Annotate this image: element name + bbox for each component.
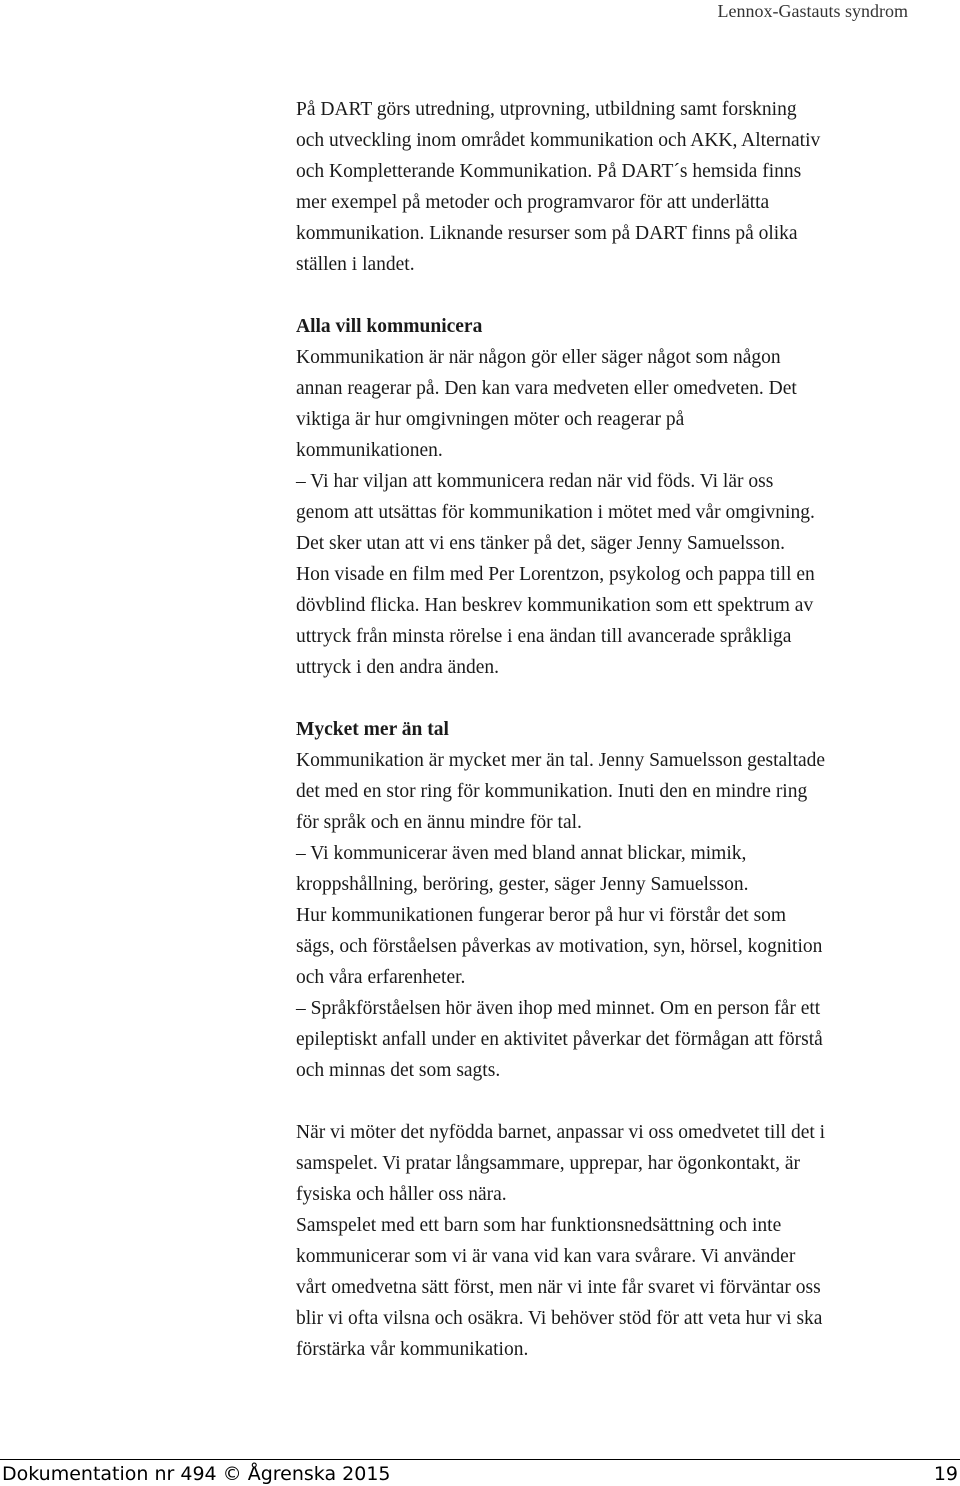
- text-line: – Vi kommunicerar även med bland annat blickar, mimik,: [296, 843, 747, 864]
- text-line: kroppshållning, beröring, gester, säger Jenny Samuelsson.: [296, 874, 749, 895]
- text-line: kommunicerar som vi är vana vid kan vara svårare. Vi använder: [296, 1246, 796, 1267]
- running-header: Lennox-Gastauts syndrom: [717, 1, 908, 21]
- text-line: Hur kommunikationen fungerar beror på hur vi förstår det som: [296, 905, 787, 926]
- text-line: När vi möter det nyfödda barnet, anpassar vi oss omedvetet till det i: [296, 1122, 826, 1143]
- text-line: genom att utsättas för kommunikation i mötet med vår omgivning.: [296, 502, 815, 523]
- text-line: och Kompletterande Kommunikation. På DART´s hemsida finns: [296, 161, 802, 182]
- text-line: På DART görs utredning, utprovning, utbildning samt forskning: [296, 99, 797, 120]
- text-line: det med en stor ring för kommunikation. Inuti den en mindre ring: [296, 781, 808, 802]
- text-line: mer exempel på metoder och programvaror för att underlätta: [296, 192, 770, 213]
- section-heading: Mycket mer än tal: [296, 719, 449, 740]
- text-line: vårt omedvetna sätt först, men när vi inte får svaret vi förväntar oss: [296, 1277, 821, 1298]
- text-line: dövblind flicka. Han beskrev kommunikation som ett spektrum av: [296, 595, 814, 616]
- footer-publication: Dokumentation nr 494 © Ågrenska 2015: [2, 1463, 391, 1485]
- text-line: och minnas det som sagts.: [296, 1060, 501, 1081]
- text-line: uttryck från minsta rörelse i ena ändan till avancerade språkliga: [296, 626, 792, 647]
- intro-paragraph: [296, 94, 936, 280]
- text-line: Det sker utan att vi ens tänker på det, säger Jenny Samuelsson.: [296, 533, 785, 554]
- text-line: sägs, och förståelsen påverkas av motivation, syn, hörsel, kognition: [296, 936, 823, 957]
- text-line: uttryck i den andra änden.: [296, 657, 500, 678]
- text-line: viktiga är hur omgivningen möter och reagerar på: [296, 409, 685, 430]
- text-line: – Språkförståelsen hör även ihop med minnet. Om en person får ett: [296, 998, 821, 1019]
- text-line: fysiska och håller oss nära.: [296, 1184, 507, 1205]
- text-line: Kommunikation är när någon gör eller säger något som någon: [296, 347, 781, 368]
- text-line: blir vi ofta vilsna och osäkra. Vi behöver stöd för att veta hur vi ska: [296, 1308, 823, 1329]
- text-line: – Vi har viljan att kommunicera redan när vid föds. Vi lär oss: [296, 471, 774, 492]
- text-line: kommunikation. Liknande resurser som på DART finns på olika: [296, 223, 798, 244]
- text-line: Kommunikation är mycket mer än tal. Jenny Samuelsson gestaltade: [296, 750, 826, 771]
- text-line: och våra erfarenheter.: [296, 967, 466, 988]
- text-line: och utveckling inom området kommunikation och AKK, Alternativ: [296, 130, 821, 151]
- text-line: annan reagerar på. Den kan vara medveten eller omedveten. Det: [296, 378, 797, 399]
- text-line: kommunikationen.: [296, 440, 443, 461]
- section-mycket-mer: [296, 714, 936, 1086]
- section-heading: Alla vill kommunicera: [296, 316, 483, 337]
- page-number: 19: [933, 1463, 958, 1485]
- section-nyfodda: [296, 1117, 936, 1365]
- text-line: Samspelet med ett barn som har funktionsnedsättning och inte: [296, 1215, 782, 1236]
- text-line: samspelet. Vi pratar långsammare, upprepar, har ögonkontakt, är: [296, 1153, 800, 1174]
- text-line: epileptiskt anfall under en aktivitet påverkar det förmågan att förstå: [296, 1029, 823, 1050]
- section-alla-vill: [296, 311, 936, 683]
- text-line: Hon visade en film med Per Lorentzon, psykolog och pappa till en: [296, 564, 815, 585]
- text-line: för språk och en ännu mindre för tal.: [296, 812, 582, 833]
- text-line: förstärka vår kommunikation.: [296, 1339, 529, 1360]
- page-body: [296, 94, 936, 1365]
- page-footer: [0, 1459, 960, 1486]
- text-line: ställen i landet.: [296, 254, 415, 275]
